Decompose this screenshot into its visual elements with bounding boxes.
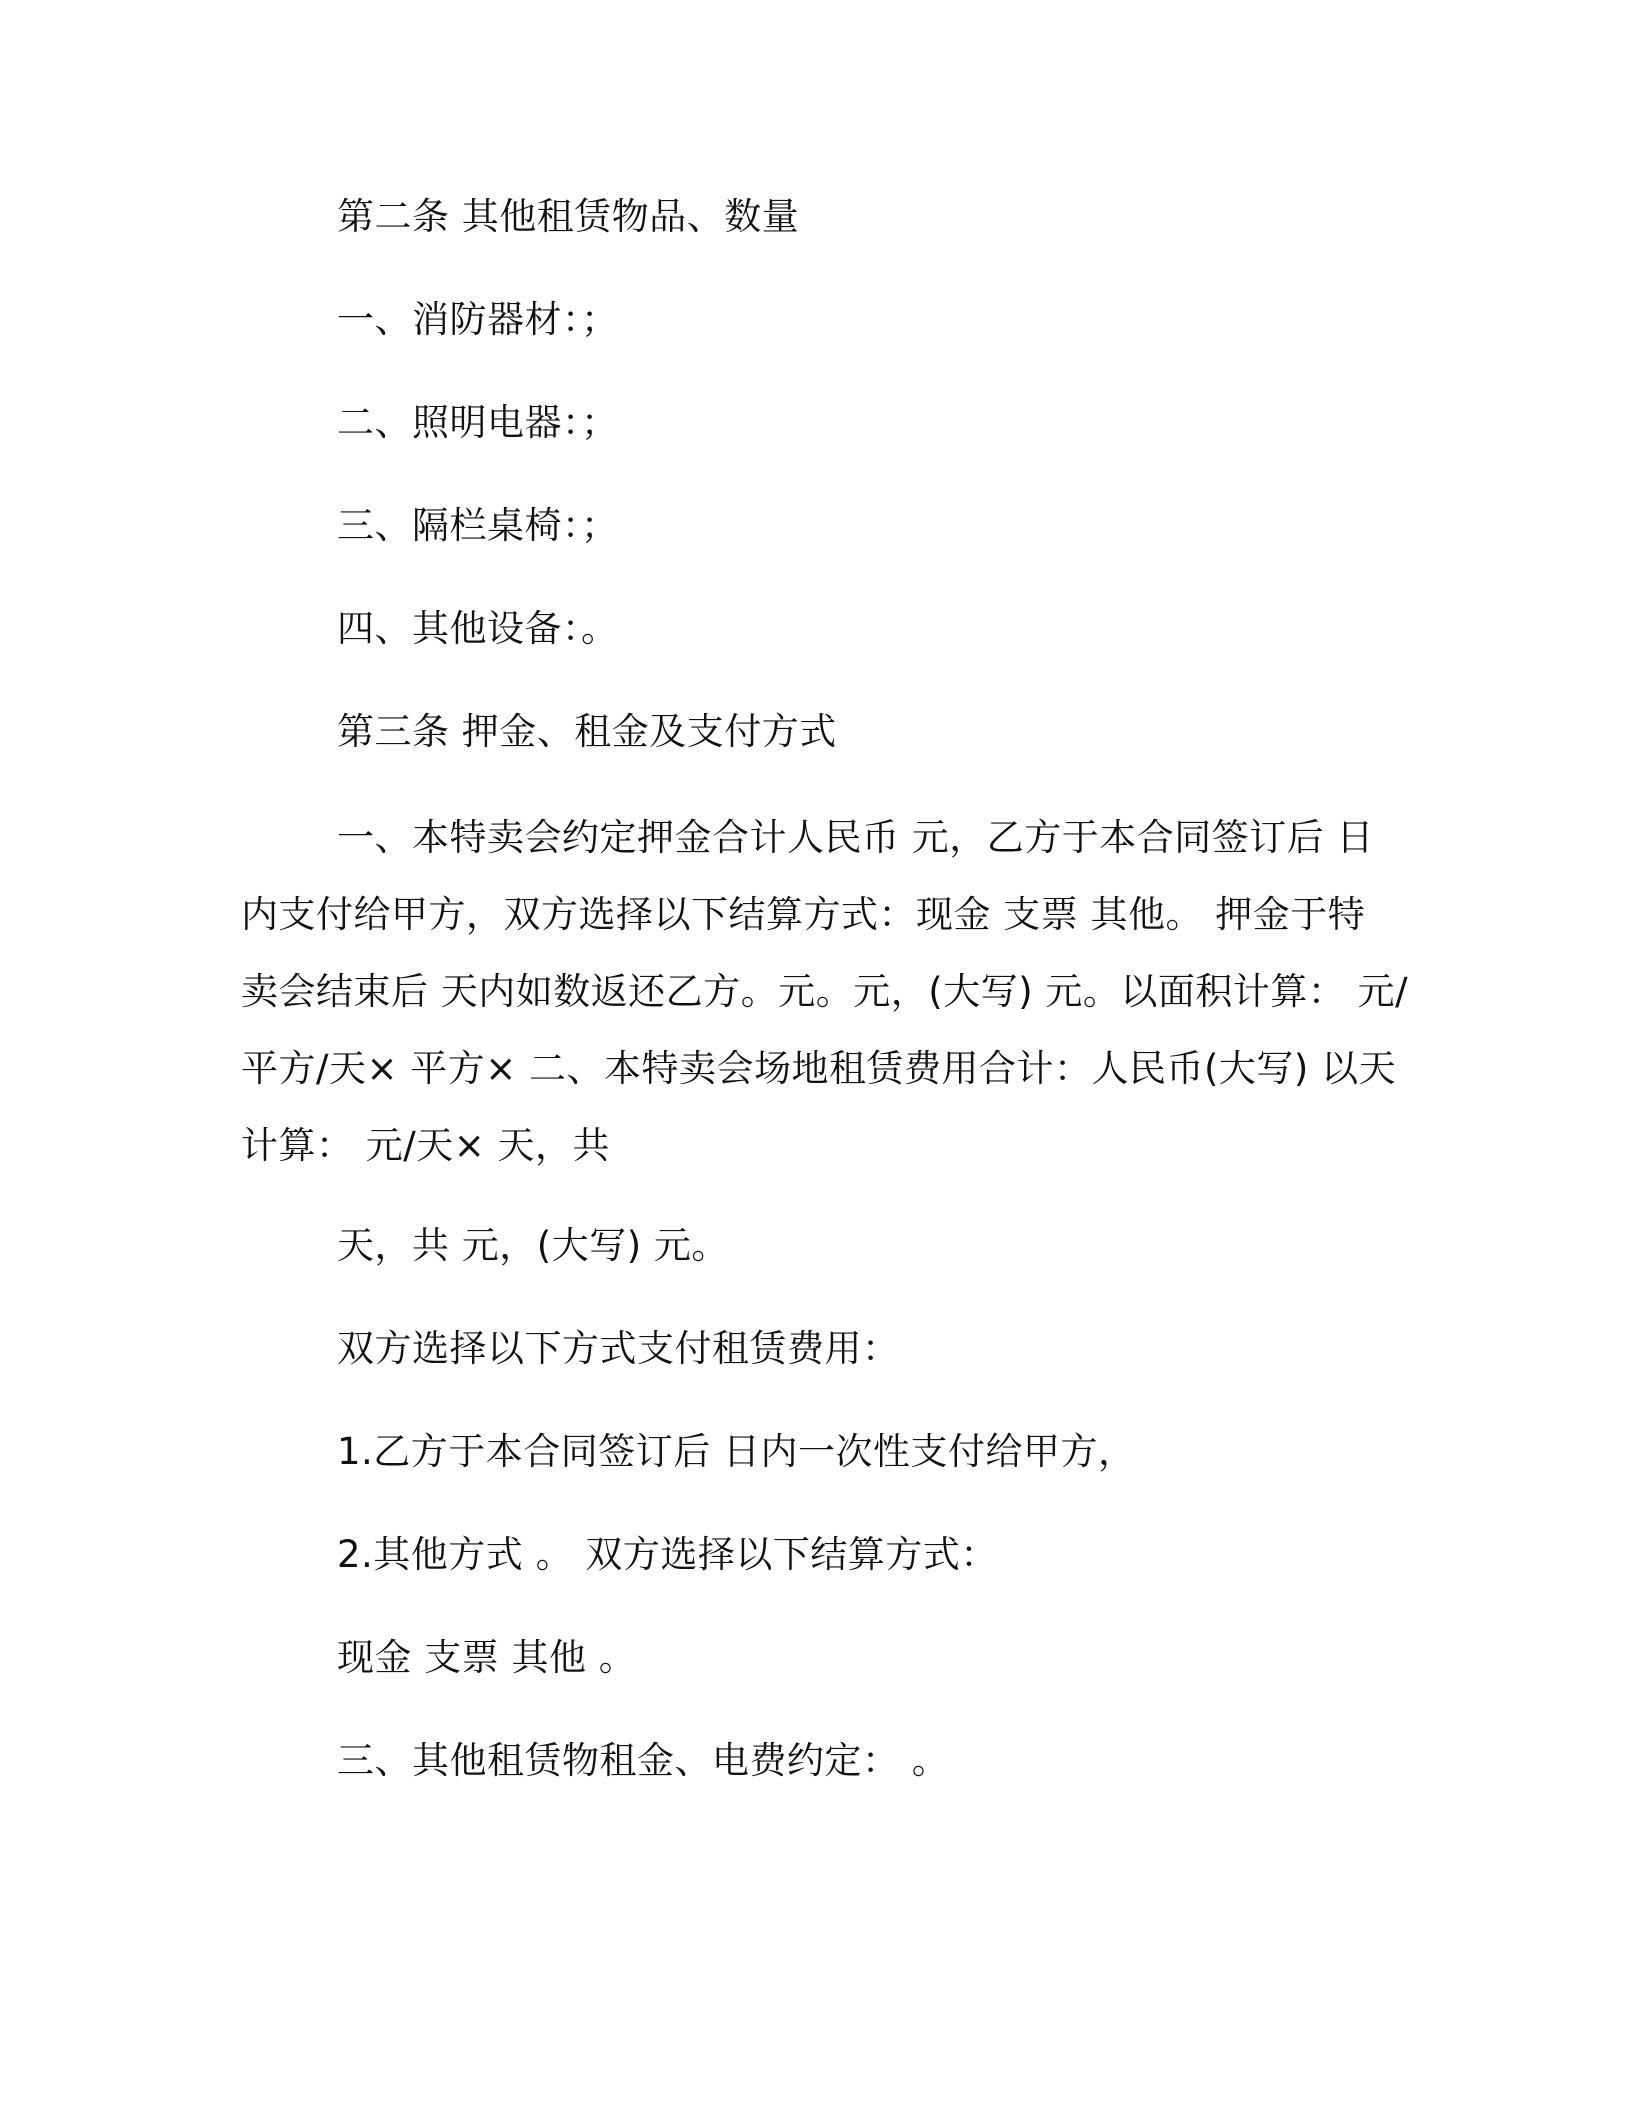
settlement-methods: 现金 支票 其他 。 xyxy=(337,1636,637,1679)
item-lighting: 二、照明电器：； xyxy=(337,401,619,444)
article-3-item-3: 三、其他租赁物租金、电费约定： 。 xyxy=(337,1739,950,1782)
paragraph-line: 一、本特卖会约定押金合计人民币 元，乙方于本合同签订后 日 xyxy=(337,816,1375,859)
article-3-title: 第三条 押金、租金及支付方式 xyxy=(337,710,837,753)
deposit-rent-paragraph xyxy=(241,799,1409,1184)
payment-option-1: 1.乙方于本合同签订后 日内一次性支付给甲方， xyxy=(337,1430,1136,1473)
total-line: 天，共 元，(大写) 元。 xyxy=(337,1224,729,1267)
item-other-equipment: 四、其他设备：。 xyxy=(337,607,619,650)
paragraph-line: 计算： 元/天× 天，共 xyxy=(241,1124,610,1167)
paragraph-line: 平方/天× 平方× 二、本特卖会场地租赁费用合计：人民币(大写) 以天 xyxy=(241,1047,1397,1090)
paragraph-line: 内支付给甲方，双方选择以下结算方式：现金 支票 其他。 押金于特 xyxy=(241,893,1366,936)
article-2-title: 第二条 其他租赁物品、数量 xyxy=(337,195,800,238)
item-fire-equipment: 一、消防器材：； xyxy=(337,298,619,341)
paragraph-line: 卖会结束后 天内如数返还乙方。元。元，(大写) 元。以面积计算： 元/ xyxy=(241,970,1409,1013)
payment-option-2: 2.其他方式 。 双方选择以下结算方式： xyxy=(337,1533,998,1576)
item-partitions-furniture: 三、隔栏桌椅：； xyxy=(337,504,619,547)
payment-intro: 双方选择以下方式支付租赁费用： xyxy=(337,1327,900,1370)
